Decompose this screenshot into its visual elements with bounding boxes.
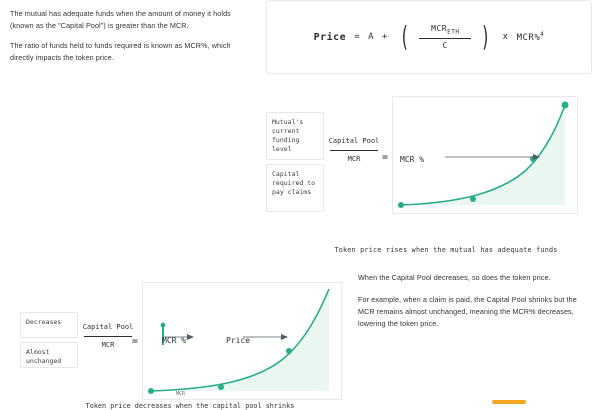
bottom-fraction-numerator: Capital Pool: [82, 323, 134, 331]
formula-mcr-percent-text: MCR%: [516, 33, 541, 43]
bottom-arrow-head-2: [281, 334, 288, 340]
bottom-curve-point-3: [286, 348, 292, 354]
middle-curve-point-1: [398, 202, 404, 208]
middle-ratio-boxes: [266, 112, 324, 212]
formula-open-paren: (: [399, 20, 410, 53]
formula-denominator: C: [442, 40, 448, 50]
formula-exponent: 4: [540, 31, 545, 38]
bottom-down-marker-dot: [161, 323, 166, 328]
formula-numerator-text: MCR: [431, 24, 448, 34]
bottom-fraction-bar: [84, 336, 132, 337]
middle-box-bottom: Capital required to pay claims: [266, 164, 324, 212]
bottom-curve-point-1: [148, 388, 154, 394]
price-formula: [267, 1, 591, 73]
bottom-arrow-head-1: [187, 334, 194, 340]
bottom-ratio-boxes: [20, 312, 78, 368]
middle-curve-area: [401, 105, 565, 205]
middle-curve-point-2: [470, 196, 476, 202]
formula-close-paren: ): [481, 20, 491, 53]
formula-price-label: Price: [313, 31, 347, 43]
middle-mcr-axis-label: MCR %: [400, 155, 425, 164]
middle-fraction-denominator: MCR: [347, 155, 361, 163]
bottom-x-axis-tick: MCR: [176, 391, 186, 397]
bottom-box-bottom: Almost unchanged: [20, 342, 78, 368]
middle-fraction-bar: [330, 150, 378, 151]
middle-equals-sign: =: [382, 152, 389, 163]
bottom-curve-point-2: [218, 384, 224, 390]
bottom-accent-bar: [492, 400, 526, 404]
bottom-box-top: Decreases: [20, 312, 78, 338]
formula-mcr-percent: [517, 31, 545, 43]
formula-plus: +: [382, 32, 388, 42]
bottom-equals-sign: =: [132, 336, 139, 347]
formula-fraction: [419, 22, 471, 52]
bottom-fraction-denominator: MCR: [101, 341, 115, 349]
formula-a-term: A: [368, 32, 375, 42]
middle-caption: Token price rises when the mutual has adequate funds: [334, 246, 558, 254]
right-paragraph-2: For example, when a claim is paid, the Capital Pool shrinks but the MCR remains almost unchanged, meaning the MCR% decreases, lowering the token price.: [358, 295, 577, 328]
bottom-mcr-label: MCR %: [162, 336, 187, 345]
middle-fraction: [326, 136, 382, 165]
price-formula-card: [266, 0, 592, 74]
bottom-price-label: Price: [226, 336, 251, 345]
formula-equals: =: [354, 32, 361, 42]
middle-curve-point-4: [562, 102, 569, 109]
formula-numerator-subscript: ETH: [447, 28, 460, 36]
formula-times: x: [502, 32, 509, 42]
intro-paragraph-2: The ratio of funds held to funds required is known as MCR%, which directly impacts the token price.: [10, 41, 231, 62]
bottom-caption: Token price decreases when the capital pool shrinks: [85, 402, 295, 410]
bottom-fraction: [80, 322, 139, 351]
middle-box-top: Mutual's current funding level: [266, 112, 324, 160]
intro-paragraph-1: The mutual has adequate funds when the amount of money it holds (known as the "Capital Pool") is greater than the MCR.: [10, 9, 231, 30]
middle-fraction-numerator: Capital Pool: [328, 137, 380, 145]
right-paragraph-1: When the Capital Pool decreases, so does the token price.: [358, 273, 551, 282]
formula-numerator: [425, 22, 465, 38]
